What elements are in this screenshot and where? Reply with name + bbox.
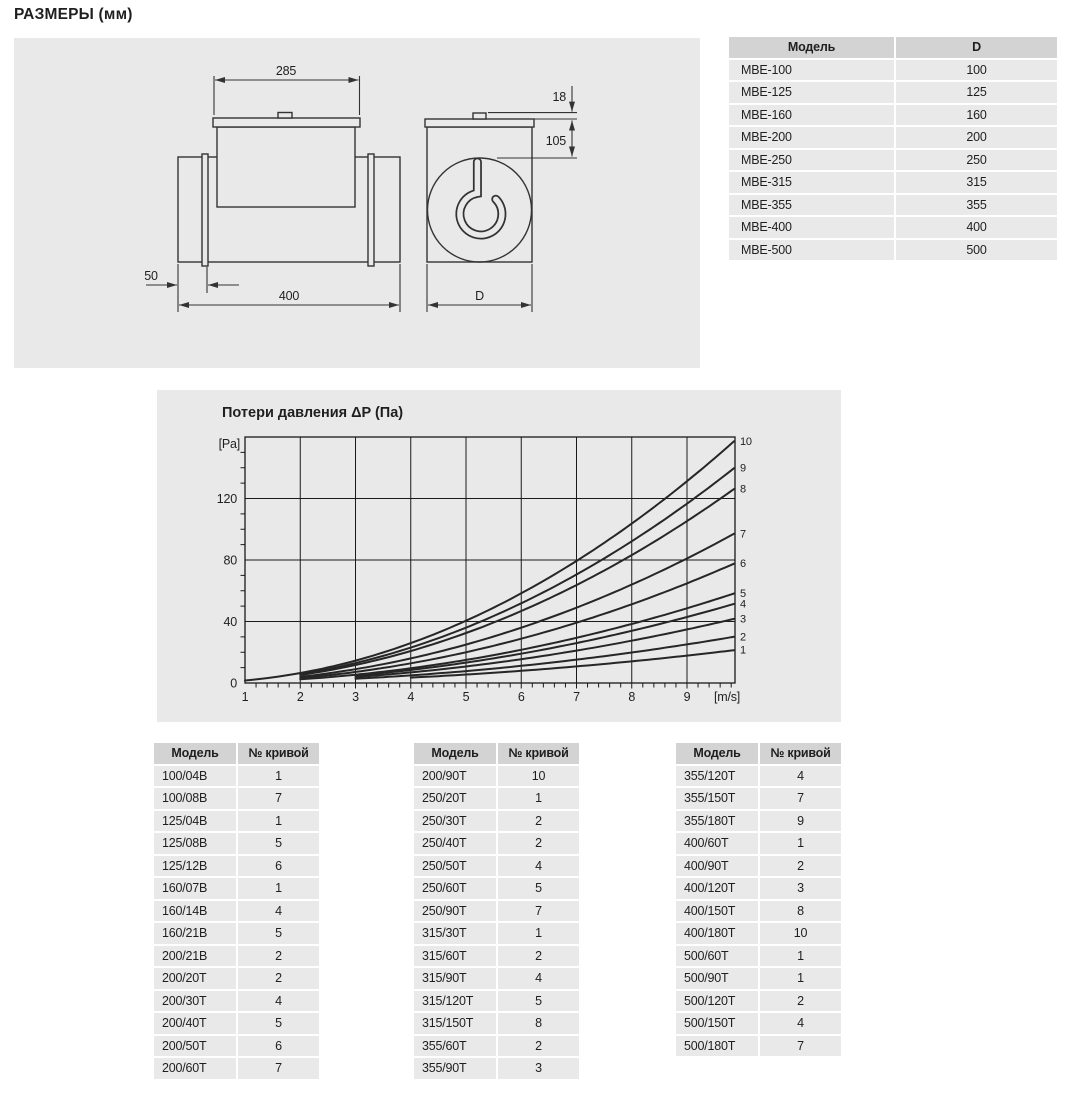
table-row (154, 991, 319, 1012)
dimension-285 (214, 64, 360, 115)
x-axis-unit: [m/s] (713, 690, 741, 704)
table-row (414, 878, 579, 899)
curve-10 (245, 441, 734, 680)
dimension-400-label: 400 (278, 289, 300, 303)
value-cell: 2 (498, 811, 579, 832)
table-row (154, 923, 319, 944)
value-cell: 4 (238, 901, 319, 922)
x-tick-label: 4 (407, 690, 415, 704)
table-header-row (154, 743, 319, 764)
header-cell: № кривой (238, 743, 319, 764)
value-cell: 1 (238, 878, 319, 899)
table-row (676, 1013, 841, 1034)
table-row (414, 901, 579, 922)
table-row (154, 968, 319, 989)
model-cell: 355/120Т (676, 766, 758, 787)
value-cell: 355 (896, 195, 1057, 216)
table-row (154, 766, 319, 787)
front-view (425, 113, 534, 262)
table-row (414, 991, 579, 1012)
model-cell: МВЕ-400 (729, 217, 894, 238)
model-cell: МВЕ-355 (729, 195, 894, 216)
chart-title: Потери давления ΔP (Па) (222, 405, 404, 421)
value-cell: 2 (760, 991, 841, 1012)
curve-table-3 (676, 743, 841, 1058)
chart-minor-ticks (241, 452, 732, 688)
table-row (414, 1013, 579, 1034)
model-cell: 500/120Т (676, 991, 758, 1012)
value-cell: 1 (760, 968, 841, 989)
header-cell: Модель (729, 37, 894, 58)
model-cell: 500/90Т (676, 968, 758, 989)
table-row (154, 946, 319, 967)
model-cell: 400/90Т (676, 856, 758, 877)
table-row (154, 856, 319, 877)
value-cell: 10 (760, 923, 841, 944)
table-row (154, 878, 319, 899)
value-cell: 7 (238, 788, 319, 809)
value-cell: 250 (896, 150, 1057, 171)
table-row (154, 788, 319, 809)
dimension-18 (488, 86, 577, 113)
pressure-loss-chart (157, 390, 841, 722)
value-cell: 2 (498, 833, 579, 854)
value-cell: 100 (896, 60, 1057, 81)
model-cell: 250/60Т (414, 878, 496, 899)
value-cell: 7 (238, 1058, 319, 1079)
curve-label-4: 4 (740, 598, 746, 611)
model-cell: 315/150Т (414, 1013, 496, 1034)
model-cell: 160/14В (154, 901, 236, 922)
table-row (729, 60, 1057, 81)
value-cell: 3 (760, 878, 841, 899)
model-cell: 200/90Т (414, 766, 496, 787)
curve-label-2: 2 (740, 631, 746, 644)
curve-4 (356, 604, 735, 676)
y-tick-label: 0 (230, 676, 237, 691)
table-row (154, 901, 319, 922)
value-cell: 1 (760, 833, 841, 854)
value-cell: 315 (896, 172, 1057, 193)
model-cell: МВЕ-200 (729, 127, 894, 148)
table-row (729, 172, 1057, 193)
model-cell: 160/21В (154, 923, 236, 944)
model-cell: 355/150Т (676, 788, 758, 809)
model-cell: 250/90Т (414, 901, 496, 922)
table-row (729, 195, 1057, 216)
table-row (729, 150, 1057, 171)
table-row (414, 1058, 579, 1079)
value-cell: 4 (760, 1013, 841, 1034)
model-cell: 315/30Т (414, 923, 496, 944)
table-row (676, 788, 841, 809)
curve-label-7: 7 (740, 528, 746, 541)
curve-label-9: 9 (740, 462, 746, 475)
value-cell: 4 (238, 991, 319, 1012)
lid-handle (278, 113, 292, 119)
curve-table-1 (154, 743, 319, 1081)
value-cell: 2 (760, 856, 841, 877)
model-cell: 200/20Т (154, 968, 236, 989)
model-cell: 315/90Т (414, 968, 496, 989)
value-cell: 125 (896, 82, 1057, 103)
y-tick-label: 80 (223, 553, 237, 568)
table-row (154, 811, 319, 832)
curve-label-8: 8 (740, 483, 746, 496)
table-row (676, 856, 841, 877)
terminal-box (217, 127, 355, 207)
model-cell: МВЕ-500 (729, 240, 894, 261)
value-cell: 8 (760, 901, 841, 922)
technical-drawing (14, 38, 700, 368)
header-cell: Модель (676, 743, 758, 764)
table-row (676, 923, 841, 944)
table-row (729, 240, 1057, 261)
value-cell: 6 (238, 856, 319, 877)
model-cell: 160/07В (154, 878, 236, 899)
curve-label-5: 5 (740, 588, 746, 600)
front-lid-handle (473, 113, 486, 119)
dimension-400 (178, 264, 400, 312)
value-cell: 7 (498, 901, 579, 922)
value-cell: 5 (238, 1013, 319, 1034)
x-tick-label: 7 (573, 690, 580, 704)
model-cell: 500/180Т (676, 1036, 758, 1057)
chart-curve-labels (740, 436, 752, 657)
dimension-50 (144, 264, 239, 293)
model-cell: 100/04В (154, 766, 236, 787)
model-cell: 250/40Т (414, 833, 496, 854)
table-row (414, 766, 579, 787)
value-cell: 6 (238, 1036, 319, 1057)
model-cell: 100/08В (154, 788, 236, 809)
table-header-row (676, 743, 841, 764)
model-cell: 400/60Т (676, 833, 758, 854)
table-row (676, 878, 841, 899)
dimension-D-label: D (475, 289, 484, 303)
model-cell: 500/60Т (676, 946, 758, 967)
model-cell: 500/150Т (676, 1013, 758, 1034)
curve-label-10: 10 (740, 435, 752, 448)
model-cell: 200/21В (154, 946, 236, 967)
header-cell: D (896, 37, 1057, 58)
model-cell: 315/60Т (414, 946, 496, 967)
value-cell: 2 (498, 946, 579, 967)
model-cell: 315/120Т (414, 991, 496, 1012)
chart-curves (245, 441, 734, 680)
model-cell: МВЕ-250 (729, 150, 894, 171)
table-row (154, 1058, 319, 1079)
value-cell: 200 (896, 127, 1057, 148)
header-cell: № кривой (760, 743, 841, 764)
value-cell: 4 (498, 968, 579, 989)
model-cell: МВЕ-125 (729, 82, 894, 103)
y-axis-unit: [Pa] (218, 437, 240, 451)
dimensions-drawing-panel (14, 38, 700, 368)
model-cell: 125/08В (154, 833, 236, 854)
side-view (178, 113, 400, 267)
model-cell: 200/30Т (154, 991, 236, 1012)
x-tick-label: 9 (683, 690, 691, 704)
value-cell: 1 (238, 811, 319, 832)
table-row (729, 127, 1057, 148)
table-row (414, 788, 579, 809)
model-cell: 250/30Т (414, 811, 496, 832)
table-row (676, 991, 841, 1012)
value-cell: 5 (238, 833, 319, 854)
model-cell: 400/150Т (676, 901, 758, 922)
table-header-row (729, 37, 1057, 58)
value-cell: 4 (498, 856, 579, 877)
dimension-18-label: 18 (552, 90, 566, 104)
model-cell: 200/50Т (154, 1036, 236, 1057)
value-cell: 1 (498, 923, 579, 944)
curve-label-1: 1 (740, 644, 746, 657)
pressure-loss-chart-panel (157, 390, 841, 722)
model-cell: 355/90Т (414, 1058, 496, 1079)
table-row (414, 946, 579, 967)
value-cell: 160 (896, 105, 1057, 126)
model-cell: 400/120Т (676, 878, 758, 899)
header-cell: Модель (154, 743, 236, 764)
table-row (676, 1036, 841, 1057)
model-cell: МВЕ-160 (729, 105, 894, 126)
model-cell: 250/20Т (414, 788, 496, 809)
table-row (154, 1036, 319, 1057)
front-lid (425, 119, 534, 127)
table-row (154, 1013, 319, 1034)
value-cell: 5 (498, 991, 579, 1012)
table-row (154, 833, 319, 854)
value-cell: 7 (760, 1036, 841, 1057)
value-cell: 7 (760, 788, 841, 809)
value-cell: 5 (238, 923, 319, 944)
model-cell: 400/180Т (676, 923, 758, 944)
table-row (729, 217, 1057, 238)
header-cell: № кривой (498, 743, 579, 764)
value-cell: 3 (498, 1058, 579, 1079)
value-cell: 10 (498, 766, 579, 787)
page-title: РАЗМЕРЫ (мм) (14, 6, 133, 23)
value-cell: 1 (760, 946, 841, 967)
value-cell: 1 (238, 766, 319, 787)
model-cell: 250/50Т (414, 856, 496, 877)
model-cell: 200/40Т (154, 1013, 236, 1034)
table-row (676, 901, 841, 922)
model-cell: МВЕ-100 (729, 60, 894, 81)
x-tick-label: 5 (462, 690, 470, 704)
x-tick-label: 3 (352, 690, 359, 704)
value-cell: 9 (760, 811, 841, 832)
curve-table-2 (414, 743, 579, 1081)
value-cell: 8 (498, 1013, 579, 1034)
table-row (414, 968, 579, 989)
table-row (676, 811, 841, 832)
dimension-50-label: 50 (144, 269, 158, 283)
table-row (414, 856, 579, 877)
curve-label-6: 6 (740, 558, 746, 571)
value-cell: 1 (498, 788, 579, 809)
table-row (414, 811, 579, 832)
table-row (414, 1036, 579, 1057)
table-row (676, 766, 841, 787)
model-cell: 355/60Т (414, 1036, 496, 1057)
table-row (414, 923, 579, 944)
terminal-box-lid (213, 118, 360, 127)
dimension-D (427, 264, 532, 312)
value-cell: 500 (896, 240, 1057, 261)
value-cell: 2 (498, 1036, 579, 1057)
x-tick-label: 1 (241, 690, 249, 704)
table-row (729, 82, 1057, 103)
header-cell: Модель (414, 743, 496, 764)
curve-label-3: 3 (740, 613, 746, 626)
model-diameter-table (729, 37, 1057, 262)
x-tick-label: 8 (628, 690, 636, 704)
model-cell: 200/60Т (154, 1058, 236, 1079)
value-cell: 400 (896, 217, 1057, 238)
model-cell: МВЕ-315 (729, 172, 894, 193)
y-tick-label: 40 (223, 615, 237, 629)
x-tick-label: 2 (296, 690, 304, 704)
table-header-row (414, 743, 579, 764)
model-cell: 125/12В (154, 856, 236, 877)
left-flange (202, 154, 208, 266)
table-row (676, 968, 841, 989)
curve-9 (300, 468, 734, 674)
x-tick-label: 6 (517, 690, 525, 704)
table-row (676, 946, 841, 967)
table-row (414, 833, 579, 854)
value-cell: 5 (498, 878, 579, 899)
value-cell: 2 (238, 946, 319, 967)
model-cell: 355/180Т (676, 811, 758, 832)
value-cell: 2 (238, 968, 319, 989)
dimension-105-label: 105 (545, 134, 566, 148)
right-flange (368, 154, 374, 266)
y-tick-label: 120 (216, 492, 237, 506)
table-row (729, 105, 1057, 126)
table-row (676, 833, 841, 854)
dimension-285-label: 285 (275, 64, 297, 78)
value-cell: 4 (760, 766, 841, 787)
model-cell: 125/04В (154, 811, 236, 832)
